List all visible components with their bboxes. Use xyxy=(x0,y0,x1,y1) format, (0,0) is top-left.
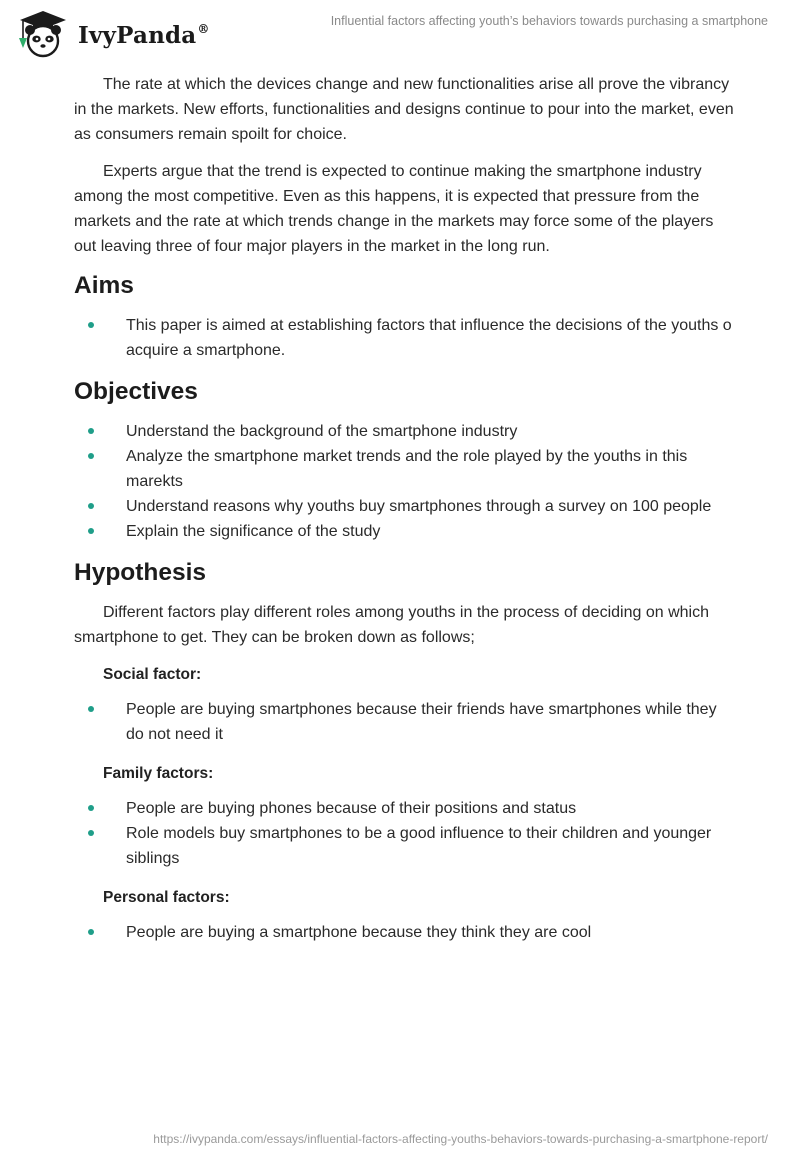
bullet-icon xyxy=(88,503,94,509)
brand-logo[interactable] xyxy=(14,8,210,63)
bullet-icon xyxy=(88,805,94,811)
bullet-icon xyxy=(88,830,94,836)
personal-factors-list xyxy=(74,920,734,945)
subheading-social-factor: Social factor: xyxy=(103,666,202,683)
paragraph: Experts argue that the trend is expected to continue making the smartphone industry among the most competitive. Even as this happens, it is expected that pressure from the markets and the rate at which trends change in the markets may force some of the players out leaving three of four major players in the market in the long run. xyxy=(74,163,714,255)
list-item: Analyze the smartphone market trends and the role played by the youths in this marekts xyxy=(74,444,734,494)
list-item: Role models buy smartphones to be a good influence to their children and younger siblings xyxy=(74,821,734,871)
list-item: Explain the significance of the study xyxy=(74,519,734,544)
list-item: People are buying phones because of their positions and status xyxy=(74,796,734,821)
panda-graduate-icon xyxy=(14,8,72,63)
subheading-personal-factors: Personal factors: xyxy=(103,889,230,906)
source-url-link[interactable]: https://ivypanda.com/essays/influential-factors-affecting-youths-behaviors-towards-purchasing-a-smartphone-report/ xyxy=(153,1132,768,1146)
bullet-icon xyxy=(88,528,94,534)
family-factors-list xyxy=(74,796,734,871)
brand-name: IvyPanda® xyxy=(78,22,210,49)
aims-list xyxy=(74,313,734,363)
document-title: Influential factors affecting youth’s behaviors towards purchasing a smartphone xyxy=(330,14,768,28)
essay-body xyxy=(74,72,734,959)
bullet-icon xyxy=(88,453,94,459)
list-item: People are buying a smartphone because they think they are cool xyxy=(74,920,734,945)
paragraph: Different factors play different roles among youths in the process of deciding on which smartphone to get. They can be broken down as follows; xyxy=(74,604,709,646)
section-heading-objectives: Objectives xyxy=(74,378,198,405)
bullet-icon xyxy=(88,322,94,328)
section-heading-aims: Aims xyxy=(74,272,134,299)
social-factor-list xyxy=(74,697,734,747)
bullet-icon xyxy=(88,706,94,712)
list-item: Understand the background of the smartphone industry xyxy=(74,419,734,444)
bullet-icon xyxy=(88,428,94,434)
list-item: People are buying smartphones because their friends have smartphones while they do not need it xyxy=(74,697,734,747)
list-item: This paper is aimed at establishing factors that influence the decisions of the youths o acquire a smartphone. xyxy=(74,313,734,363)
paragraph: The rate at which the devices change and new functionalities arise all prove the vibrancy in the markets. New efforts, functionalities and designs continue to pour into the market, even as consumers remain spoilt for choice. xyxy=(74,76,734,143)
bullet-icon xyxy=(88,929,94,935)
section-heading-hypothesis: Hypothesis xyxy=(74,559,207,586)
subheading-family-factors: Family factors: xyxy=(103,765,214,782)
list-item: Understand reasons why youths buy smartphones through a survey on 100 people xyxy=(74,494,734,519)
page-header xyxy=(0,0,800,68)
objectives-list xyxy=(74,419,734,544)
